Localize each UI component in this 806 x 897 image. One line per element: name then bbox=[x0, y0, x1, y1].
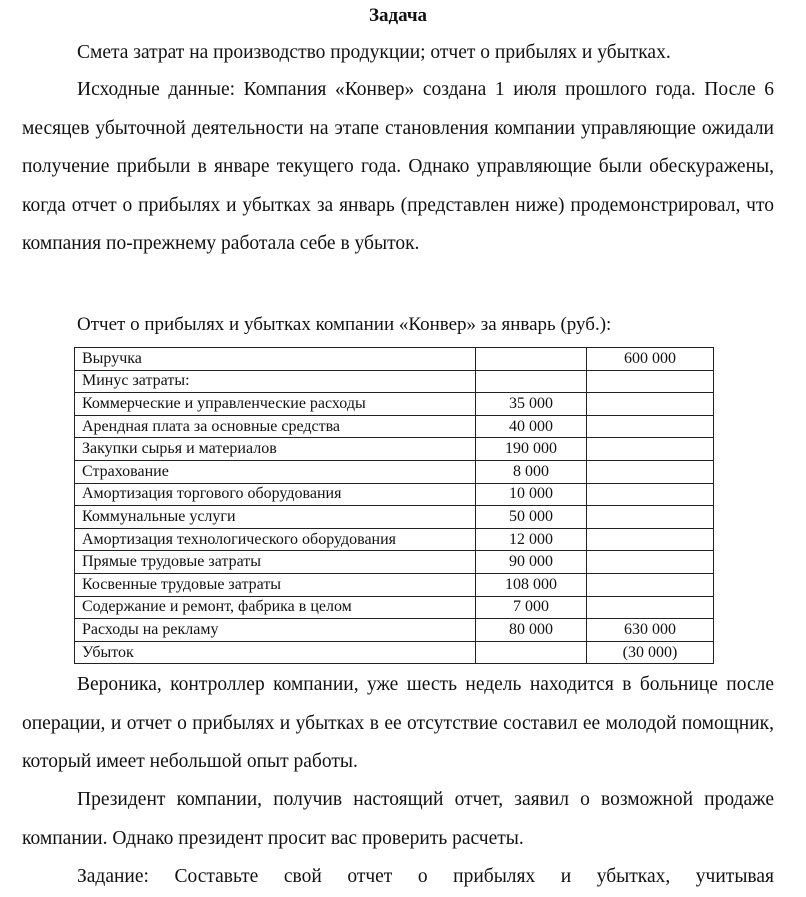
row-label-cell: Расходы на рекламу bbox=[75, 619, 476, 642]
table-row bbox=[75, 370, 714, 393]
table-row bbox=[75, 596, 714, 619]
row-amount-cell: 10 000 bbox=[476, 483, 587, 506]
row-amount-cell: 35 000 bbox=[476, 393, 587, 416]
row-label-cell: Выручка bbox=[75, 348, 476, 371]
row-label-cell: Косвенные трудовые затраты bbox=[75, 573, 476, 596]
table-row bbox=[75, 506, 714, 529]
table-row bbox=[75, 528, 714, 551]
row-total-cell bbox=[587, 370, 714, 393]
row-label-cell: Содержание и ремонт, фабрика в целом bbox=[75, 596, 476, 619]
table-row bbox=[75, 483, 714, 506]
row-amount-cell: 90 000 bbox=[476, 551, 587, 574]
row-label-cell: Прямые трудовые затраты bbox=[75, 551, 476, 574]
intro-paragraph: Исходные данные: Компания «Конвер» создана 1 июля прошлого года. После 6 месяцев убыточной деятельности на этапе становления компании управляющие ожидали получение прибыли в январе текущего года. Однако управляющие были обескуражены, когда отчет о прибылях и убытках за январь (представлен ниже) продемонстрировал, что компания по-прежнему работала себе в убыток. bbox=[22, 79, 774, 255]
row-amount-cell: 50 000 bbox=[476, 506, 587, 529]
income-statement-table bbox=[74, 347, 714, 664]
table-row bbox=[75, 573, 714, 596]
row-total-cell bbox=[587, 415, 714, 438]
table-row bbox=[75, 551, 714, 574]
subtitle-paragraph: Смета затрат на производство продукции; отчет о прибылях и убытках. bbox=[77, 42, 671, 63]
table-row bbox=[75, 393, 714, 416]
income-statement-body bbox=[75, 348, 714, 664]
document-title: Задача bbox=[368, 5, 428, 26]
row-amount-cell bbox=[476, 370, 587, 393]
row-label-cell: Амортизация технологического оборудования bbox=[75, 528, 476, 551]
row-label-cell: Коммерческие и управленческие расходы bbox=[75, 393, 476, 416]
table-row bbox=[75, 415, 714, 438]
row-total-cell bbox=[587, 460, 714, 483]
row-total-cell: 630 000 bbox=[587, 619, 714, 642]
row-amount-cell: 108 000 bbox=[476, 573, 587, 596]
row-label-cell: Амортизация торгового оборудования bbox=[75, 483, 476, 506]
row-total-cell bbox=[587, 573, 714, 596]
row-total-cell bbox=[587, 528, 714, 551]
table-row bbox=[75, 348, 714, 371]
row-total-cell bbox=[587, 506, 714, 529]
row-total-cell: (30 000) bbox=[587, 641, 714, 664]
row-amount-cell: 12 000 bbox=[476, 528, 587, 551]
row-total-cell bbox=[587, 551, 714, 574]
row-amount-cell: 7 000 bbox=[476, 596, 587, 619]
row-total-cell bbox=[587, 438, 714, 461]
table-caption: Отчет о прибылях и убытках компании «Конвер» за январь (руб.): bbox=[77, 314, 612, 335]
row-label-cell: Минус затраты: bbox=[75, 370, 476, 393]
table-row bbox=[75, 460, 714, 483]
row-amount-cell: 8 000 bbox=[476, 460, 587, 483]
controller-paragraph: Вероника, контроллер компании, уже шесть недель находится в больнице после операции, и отчет о прибылях и убытках в ее отсутствие составил ее молодой помощник, который имеет небольшой опыт работы. bbox=[22, 674, 774, 773]
row-amount-cell bbox=[476, 348, 587, 371]
row-amount-cell: 80 000 bbox=[476, 619, 587, 642]
row-label-cell: Убыток bbox=[75, 641, 476, 664]
row-amount-cell bbox=[476, 641, 587, 664]
table-row bbox=[75, 619, 714, 642]
row-total-cell: 600 000 bbox=[587, 348, 714, 371]
row-total-cell bbox=[587, 393, 714, 416]
table-row bbox=[75, 438, 714, 461]
row-amount-cell: 190 000 bbox=[476, 438, 587, 461]
row-total-cell bbox=[587, 483, 714, 506]
row-amount-cell: 40 000 bbox=[476, 415, 587, 438]
row-label-cell: Страхование bbox=[75, 460, 476, 483]
task-paragraph: Задание: Составьте свой отчет о прибылях и убытках, учитывая bbox=[77, 866, 774, 887]
row-total-cell bbox=[587, 596, 714, 619]
table-row bbox=[75, 641, 714, 664]
row-label-cell: Коммунальные услуги bbox=[75, 506, 476, 529]
row-label-cell: Арендная плата за основные средства bbox=[75, 415, 476, 438]
president-paragraph: Президент компании, получив настоящий отчет, заявил о возможной продаже компании. Однако президент просит вас проверить расчеты. bbox=[22, 789, 774, 849]
row-label-cell: Закупки сырья и материалов bbox=[75, 438, 476, 461]
